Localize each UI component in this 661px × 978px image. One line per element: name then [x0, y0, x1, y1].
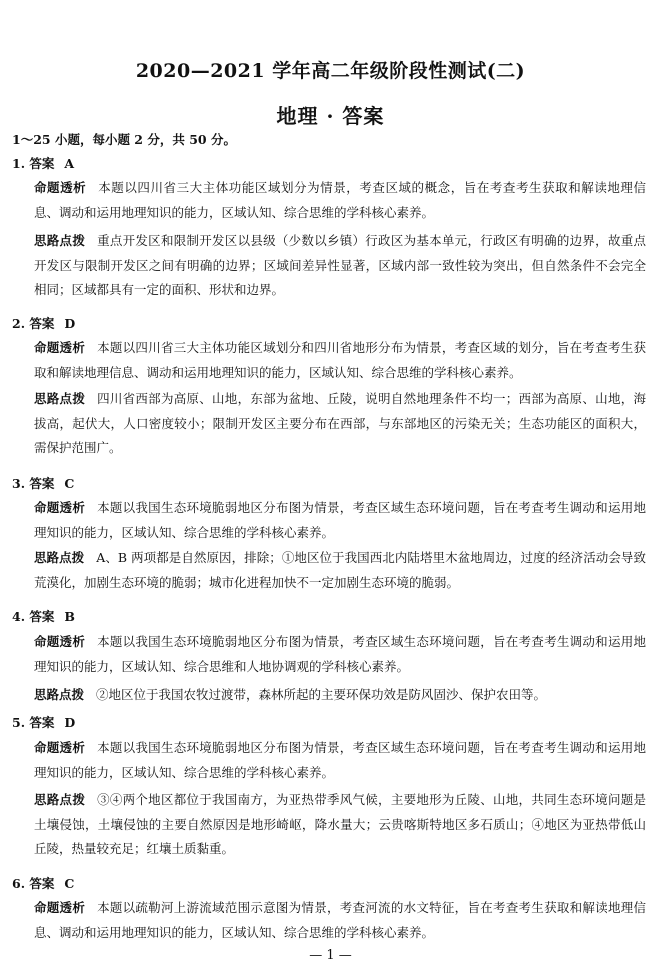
question-number: 5. 答案 — [12, 715, 55, 730]
question-4-analysis — [34, 630, 646, 679]
analysis-label: 命题透析 — [34, 180, 87, 195]
question-1-answer — [12, 154, 74, 172]
answer-letter: D — [64, 715, 76, 730]
hint-label: 思路点拨 — [34, 233, 86, 248]
document-subtitle: 地理 · 答案 — [276, 104, 385, 128]
question-number: 6. 答案 — [12, 876, 55, 891]
hint-text: A、B 两项都是自然原因，排除；①地区位于我国西北内陆塔里木盆地周边，过度的经济活动会导致荒漠化，加剧生态环境的脆弱；城市化进程加快不一定加剧生态环境的脆弱。 — [34, 550, 646, 590]
analysis-text: 本题以四川省三大主体功能区域划分为情景，考查区域的概念，旨在考查考生获取和解读地理信息、调动和运用地理知识的能力，区域认知、综合思维的学科核心素养。 — [34, 180, 646, 220]
question-number: 3. 答案 — [12, 476, 55, 491]
question-3-hint — [34, 546, 646, 595]
hint-text: ③④两个地区都位于我国南方，为亚热带季风气候，主要地形为丘陵、山地，共同生态环境问题是土壤侵蚀，土壤侵蚀的主要自然原因是地形崎岖，降水量大；云贵喀斯特地区多石质山；④地区为亚热带低山丘陵，热量较充足；红壤土质黏重。 — [34, 792, 646, 856]
answer-letter: D — [64, 316, 76, 331]
analysis-label: 命题透析 — [34, 500, 86, 515]
document-title: 2020—2021 学年高二年级阶段性测试(二) — [135, 60, 526, 82]
question-1-analysis — [34, 176, 646, 225]
analysis-label: 命题透析 — [34, 634, 86, 649]
answer-letter: B — [64, 609, 75, 624]
hint-label: 思路点拨 — [34, 687, 85, 702]
analysis-label: 命题透析 — [34, 340, 86, 355]
question-6-analysis — [34, 896, 646, 945]
question-3-analysis — [34, 496, 646, 545]
question-number: 2. 答案 — [12, 316, 55, 331]
analysis-text: 本题以我国生态环境脆弱地区分布图为情景，考查区域生态环境问题，旨在考查考生调动和运用地理知识的能力，区域认知、综合思维和人地协调观的学科核心素养。 — [34, 634, 646, 674]
analysis-label: 命题透析 — [34, 740, 86, 755]
question-4-answer — [12, 607, 75, 625]
question-4-hint — [34, 683, 646, 708]
question-number: 1. 答案 — [12, 156, 55, 171]
question-5-hint — [34, 788, 646, 862]
hint-label: 思路点拨 — [34, 391, 86, 406]
page-number: — 1 — — [309, 948, 352, 963]
analysis-text: 本题以我国生态环境脆弱地区分布图为情景，考查区域生态环境问题，旨在考查考生调动和运用地理知识的能力，区域认知、综合思维的学科核心素养。 — [34, 740, 646, 780]
question-2-analysis — [34, 336, 646, 385]
analysis-label: 命题透析 — [34, 900, 86, 915]
question-2-answer — [12, 314, 75, 332]
hint-text: 重点开发区和限制开发区以县级（少数以乡镇）行政区为基本单元，行政区有明确的边界，故重点开发区与限制开发区之间有明确的边界；区域间差异性显著，区域内部一致性较为突出，但自然条件不会完全相同；区域都具有一定的面积、形状和边界。 — [34, 233, 646, 297]
hint-text: 四川省西部为高原、山地，东部为盆地、丘陵，说明自然地理条件不均一；西部为高原、山地，海拔高，起伏大，人口密度较小；限制开发区主要分布在西部，与东部地区的污染无关；生态功能区的面积大，需保护范围广。 — [34, 391, 646, 455]
question-6-answer — [12, 874, 74, 892]
question-5-analysis — [34, 736, 646, 785]
question-number: 4. 答案 — [12, 609, 55, 624]
answer-letter: C — [64, 476, 75, 491]
answer-letter: A — [64, 156, 75, 171]
question-2-hint — [34, 387, 646, 461]
section-intro: 1～25 小题，每小题 2 分，共 50 分。 — [12, 132, 236, 147]
hint-label: 思路点拨 — [34, 550, 85, 565]
question-3-answer — [12, 474, 74, 492]
question-5-answer — [12, 713, 75, 731]
question-1-hint — [34, 229, 646, 303]
analysis-text: 本题以我国生态环境脆弱地区分布图为情景，考查区域生态环境问题，旨在考查考生调动和运用地理知识的能力，区域认知、综合思维的学科核心素养。 — [34, 500, 646, 540]
answer-letter: C — [64, 876, 75, 891]
analysis-text: 本题以四川省三大主体功能区域划分和四川省地形分布为情景，考查区域的划分，旨在考查考生获取和解读地理信息、调动和运用地理知识的能力，区域认知、综合思维的学科核心素养。 — [34, 340, 646, 380]
hint-text: ②地区位于我国农牧过渡带，森林所起的主要环保功效是防风固沙、保护农田等。 — [96, 687, 547, 702]
analysis-text: 本题以疏勒河上游流域范围示意图为情景，考查河流的水文特征，旨在考查考生获取和解读地理信息、调动和运用地理知识的能力，区域认知、综合思维的学科核心素养。 — [34, 900, 646, 940]
hint-label: 思路点拨 — [34, 792, 86, 807]
